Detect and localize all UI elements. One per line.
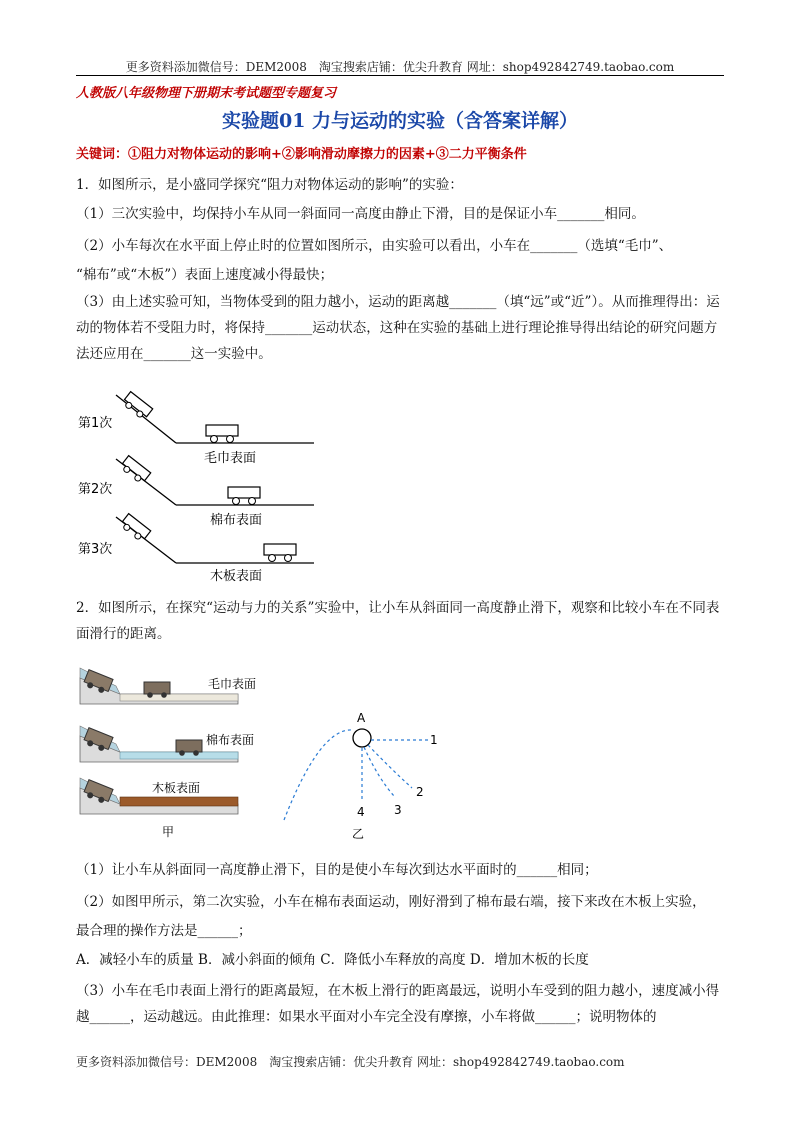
page-header: 更多资料添加微信号：DEM2008 淘宝搜索店铺：优尖升教育 网址：shop492842749.taobao.com: [125, 60, 675, 74]
jia-surface-1: 毛巾表面: [208, 677, 256, 691]
trajectory-curve: [284, 730, 352, 820]
trial-surface-1: 毛巾表面: [204, 451, 257, 466]
q2-options: A．减轻小车的质量 B．减小斜面的倾角 C．降低小车释放的高度 D．增加木板的长度: [76, 952, 589, 968]
trial-row-2: [78, 456, 314, 528]
q1-part2-line2: “棉布”或“木板”）表面上速度减小得最快；: [76, 267, 334, 283]
jia-surface-2: 棉布表面: [206, 733, 255, 747]
figure-yi: [270, 708, 450, 844]
trial-label-1: 第1次: [78, 416, 113, 431]
jia-row-cotton: [80, 726, 254, 762]
q1-part3: （3）由上述实验可知，当物体受到的阻力越小，运动的距离越_______（填“远”或“近”）。从而推理得出：运动的物体若不受阻力时，将保持_______运动状态，这种在实验的基础上进行理论推导得出结论的研究问题方法还应用在_______这一实验中。: [76, 294, 720, 362]
trial-label-3: 第3次: [78, 542, 113, 557]
page-title: 实验题01 力与运动的实验（含答案详解）: [221, 110, 579, 132]
q1-part1: （1）三次实验中，均保持小车从同一斜面同一高度由静止下滑，目的是保证小车_______相同。: [76, 206, 645, 222]
ball-a: [353, 729, 371, 747]
figure-jia: [76, 664, 256, 840]
jia-caption: 甲: [162, 825, 175, 839]
trial-row-1: [78, 392, 314, 466]
figure-trials: [76, 385, 326, 585]
q1-stem: 1．如图所示，是小盛同学探究“阻力对物体运动的影响”的实验：: [76, 177, 463, 193]
series-label: 人教版八年级物理下册期末考试题型专题复习: [76, 86, 337, 101]
keywords: 关键词：①阻力对物体运动的影响+②影响滑动摩擦力的因素+③二力平衡条件: [76, 147, 527, 162]
jia-surface-3: 木板表面: [152, 781, 201, 795]
q2-part2-line1: （2）如图甲所示，第二次实验，小车在棉布表面运动，刚好滑到了棉布最右端，接下来改在木板上实验，: [76, 894, 706, 910]
q2-stem: 2．如图所示，在探究“运动与力的关系”实验中，让小车从斜面同一高度静止滑下，观察和比较小车在不同表面滑行的距离。: [76, 600, 720, 642]
q2-part3: （3）小车在毛巾表面上滑行的距离最短，在木板上滑行的距离最远，说明小车受到的阻力越小，速度减小得越______，运动越远。由此推理：如果水平面对小车完全没有摩擦，小车将做______；说明物体的: [76, 983, 720, 1025]
trial-label-2: 第2次: [78, 482, 113, 497]
trial-surface-3: 木板表面: [210, 569, 263, 584]
q2-part2-line2: 最合理的操作方法是______；: [76, 923, 252, 939]
path-label-2: 2: [416, 785, 424, 799]
path-label-1: 1: [430, 733, 438, 747]
yi-caption: 乙: [352, 827, 365, 841]
path-label-3: 3: [394, 803, 402, 817]
header-divider: [76, 75, 724, 76]
jia-row-towel: [80, 668, 256, 704]
page-footer: 更多资料添加微信号：DEM2008 淘宝搜索店铺：优尖升教育 网址：shop492842749.taobao.com: [76, 1055, 625, 1069]
point-a-label: A: [357, 711, 366, 725]
trial-row-3: [78, 514, 314, 584]
q1-part2-line1: （2）小车每次在水平面上停止时的位置如图所示，由实验可以看出，小车在_______（选填“毛巾”、: [76, 238, 673, 254]
jia-row-wood: [80, 778, 238, 814]
path-label-4: 4: [357, 805, 365, 819]
trial-surface-2: 棉布表面: [210, 513, 263, 528]
q2-part1: （1）让小车从斜面同一高度静止滑下，目的是使小车每次到达水平面时的______相同；: [76, 862, 598, 878]
